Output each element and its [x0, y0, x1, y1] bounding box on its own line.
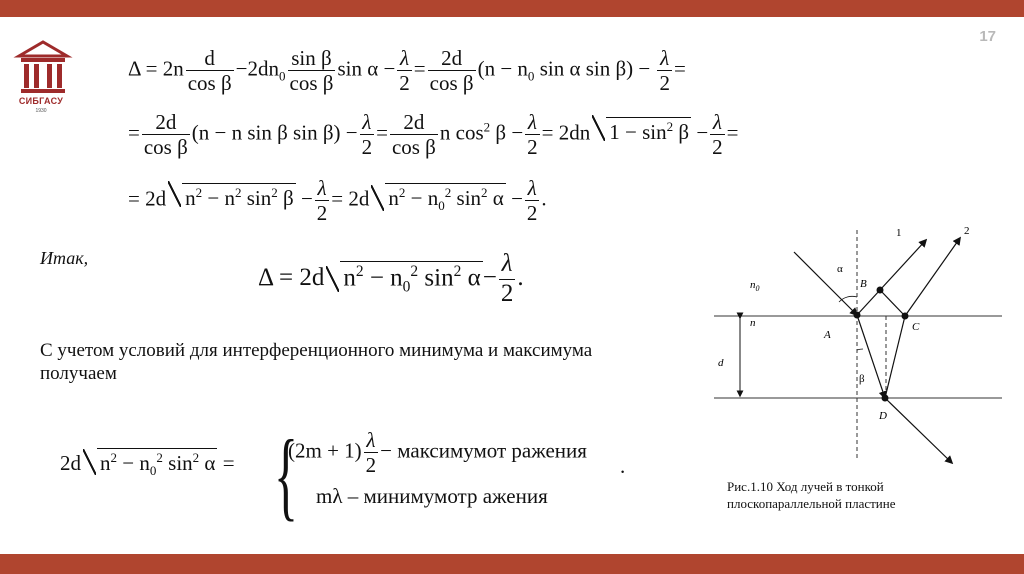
- point-C: [902, 313, 909, 320]
- ray-2-label: 2: [964, 225, 970, 237]
- incident-ray: [794, 252, 857, 315]
- d-label: d: [718, 357, 724, 369]
- n-label: n: [750, 317, 756, 329]
- logo-year: 1930: [35, 108, 47, 114]
- derivation-line-2: = $\frac{2d}{\text{cos β}}$ (n − n sin β sin β) − $\frac{\lambda}{2}$ = $\frac{2d}{\text{cos β}}$ n $\cos^2 \beta$ − $\frac{\lambda}{2}$ = 2dn $1 - \sin^2 \beta$ − $\frac{\lambda}{2}$ =: [128, 110, 739, 160]
- derivation-line-3: = 2d $n^2 - n^2$ $\sin^2 \beta$ − $\frac{\lambda}{2}$ = 2d $n^2 - n_0^2$ $\sin^2 \alpha$ − $\frac{\lambda}{2}$ .: [128, 176, 547, 226]
- point-D: [882, 395, 889, 402]
- final-formula: Δ = 2d $n^2 - n_0^2$ $\sin^2 \alpha-$ $\frac{\lambda}{2}$ .: [258, 250, 524, 307]
- bottom-accent-bar: [0, 554, 1024, 574]
- figure-caption: Рис.1.10 Ход лучей в тонкой плоскопараллельной пластине: [727, 479, 896, 511]
- beta-label: β: [859, 373, 865, 385]
- B-label: B: [860, 278, 867, 290]
- n0-label: $n_0$: [750, 279, 760, 293]
- alpha-arc: [839, 296, 857, 302]
- cases-min-row: mλ – минимумотр ажения: [316, 484, 548, 508]
- logo-name: СИБГАСУ: [18, 96, 64, 106]
- ray-1-label: 1: [896, 227, 902, 239]
- point-A: [854, 312, 861, 319]
- cases-formula-lhs: 2d $n^2 - n_0^2$ $\sin^2 \alpha$ =: [60, 450, 235, 479]
- ray-2: [905, 238, 960, 316]
- page-number: 17: [979, 28, 996, 45]
- cases-period: .: [620, 454, 626, 478]
- beta-arc: [857, 349, 863, 350]
- itak-label: Итак,: [40, 248, 89, 268]
- thin-plate-ray-diagram: [700, 220, 1020, 475]
- bc-segment: [880, 290, 905, 316]
- transmitted-ray: [885, 398, 952, 463]
- refracted-ray: [857, 315, 885, 398]
- reflected-inner-ray: [885, 316, 905, 398]
- point-B: [877, 287, 884, 294]
- cases-brace: {: [274, 419, 298, 530]
- derivation-line-1: Δ = 2n $\frac{d}{\text{cos β}}$ $-2dn_0$ $\frac{\text{sin β}}{\text{cos β}}$ sin α − $\frac{\lambda}{2}$ = $\frac{2d}{\text{cos β}}$ ($n - n_0$ sin α sin β) − $\frac{\lambda}{2}$ =: [128, 46, 686, 96]
- cases-max-row: (2m + 1) $\frac{\lambda}{2}$ − максимумот ражения: [288, 428, 587, 478]
- top-accent-bar: [0, 0, 1024, 17]
- conditions-paragraph: С учетом условий для интерференционного минимума и максимума получаем: [40, 340, 593, 384]
- A-label: A: [824, 329, 831, 341]
- C-label: C: [912, 321, 920, 333]
- D-label: D: [879, 410, 887, 422]
- alpha-label: α: [837, 263, 843, 275]
- reflected-segment: [857, 290, 880, 315]
- ray-1: [880, 240, 926, 290]
